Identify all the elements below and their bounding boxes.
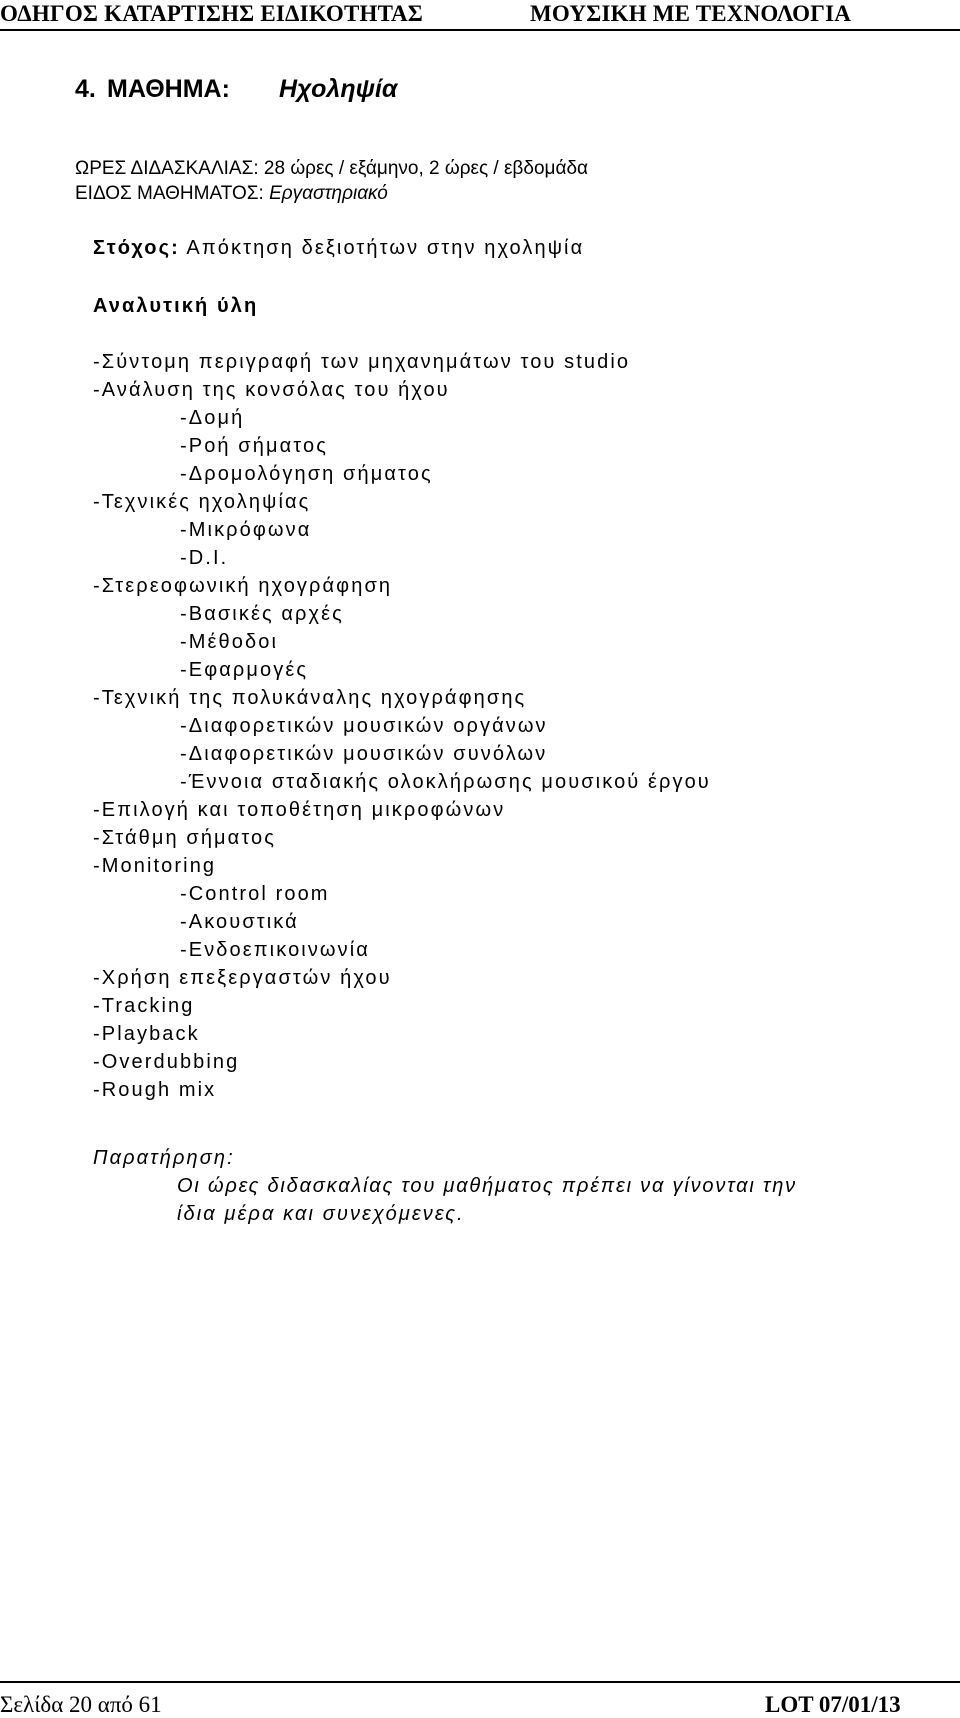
syllabus-subitem: -Εφαρμογές [180, 659, 309, 681]
syllabus-item: -Χρήση επεξεργαστών ήχου [93, 967, 392, 989]
syllabus-item: -Σύντομη περιγραφή των μηχανημάτων του studio [93, 351, 631, 373]
syllabus-subitem: -Βασικές αρχές [180, 603, 344, 625]
footer-rule [0, 1681, 960, 1683]
document-code: LOT 07/01/13 [765, 1692, 901, 1717]
note-text-line-2: ίδια μέρα και συνεχόμενες. [177, 1203, 465, 1225]
syllabus-item: -Στάθμη σήματος [93, 827, 277, 849]
course-type [75, 183, 388, 205]
syllabus-subitem: -Δομή [180, 407, 245, 429]
header-rule [0, 29, 960, 31]
syllabus-item: -Επιλογή και τοποθέτηση μικροφώνων [93, 799, 506, 821]
syllabus-subitem: -Ροή σήματος [180, 435, 328, 457]
course-type-value: Εργαστηριακό [269, 183, 388, 204]
syllabus-subitem: -Διαφορετικών μουσικών οργάνων [180, 715, 548, 737]
page-footer [0, 1681, 960, 1718]
syllabus-item: -Ανάλυση της κονσόλας του ήχου [93, 379, 450, 401]
syllabus-subitem: -Ακουστικά [180, 911, 299, 933]
syllabus-subitem: -Ενδοεπικοινωνία [180, 939, 370, 961]
teaching-hours [75, 158, 588, 180]
syllabus-subitem: -D.I. [180, 547, 229, 569]
note-label: Παρατήρηση: [93, 1147, 235, 1169]
syllabus-subitem: -Δρομολόγηση σήματος [180, 463, 433, 485]
syllabus-item: -Τεχνική της πολυκάναλης ηχογράφησης [93, 687, 527, 709]
note-text-line-1: Οι ώρες διδασκαλίας του μαθήματος πρέπει να γίνονται την [177, 1175, 797, 1197]
page-header [0, 0, 960, 30]
goal-value: Απόκτηση δεξιοτήτων στην ηχοληψία [186, 237, 585, 259]
syllabus-item: -Τεχνικές ηχοληψίας [93, 491, 311, 513]
syllabus-subitem: -Μικρόφωνα [180, 519, 312, 541]
syllabus-item: -Στερεοφωνική ηχογράφηση [93, 575, 393, 597]
teaching-hours-label: ΩΡΕΣ ΔΙΔΑΣΚΑΛΙΑΣ: [75, 158, 259, 179]
goal-label: Στόχος: [93, 237, 180, 259]
goal [93, 238, 584, 258]
page-number: Σελίδα 20 από 61 [0, 1692, 162, 1717]
syllabus-item: -Monitoring [93, 855, 217, 877]
syllabus-item: -Rough mix [93, 1079, 217, 1101]
course-title [75, 75, 397, 104]
syllabus-item: -Overdubbing [93, 1051, 240, 1073]
syllabus-item: -Tracking [93, 995, 195, 1017]
teaching-hours-value: 28 ώρες / εξάμηνο, 2 ώρες / εβδομάδα [263, 158, 589, 179]
course-name: Ηχοληψία [279, 75, 398, 103]
course-label: ΜΑΘΗΜΑ: [107, 75, 230, 103]
syllabus-subitem: -Διαφορετικών μουσικών συνόλων [180, 743, 548, 765]
syllabus-subitem: -Control room [180, 883, 330, 905]
syllabus-heading: Αναλυτική ύλη [93, 295, 259, 317]
syllabus-subitem: -Μέθοδοι [180, 631, 278, 653]
course-type-label: ΕΙΔΟΣ ΜΑΘΗΜΑΤΟΣ: [75, 183, 264, 204]
syllabus-subitem: -Έννοια σταδιακής ολοκλήρωσης μουσικού έργου [180, 771, 711, 793]
course-number: 4. [75, 75, 96, 103]
header-specialty: ΜΟΥΣΙΚΗ ΜΕ ΤΕΧΝΟΛΟΓΙΑ [530, 1, 852, 26]
header-guide-title: ΟΔΗΓΟΣ ΚΑΤΑΡΤΙΣΗΣ ΕΙΔΙΚΟΤΗΤΑΣ [0, 1, 424, 26]
syllabus-item: -Playback [93, 1023, 200, 1045]
